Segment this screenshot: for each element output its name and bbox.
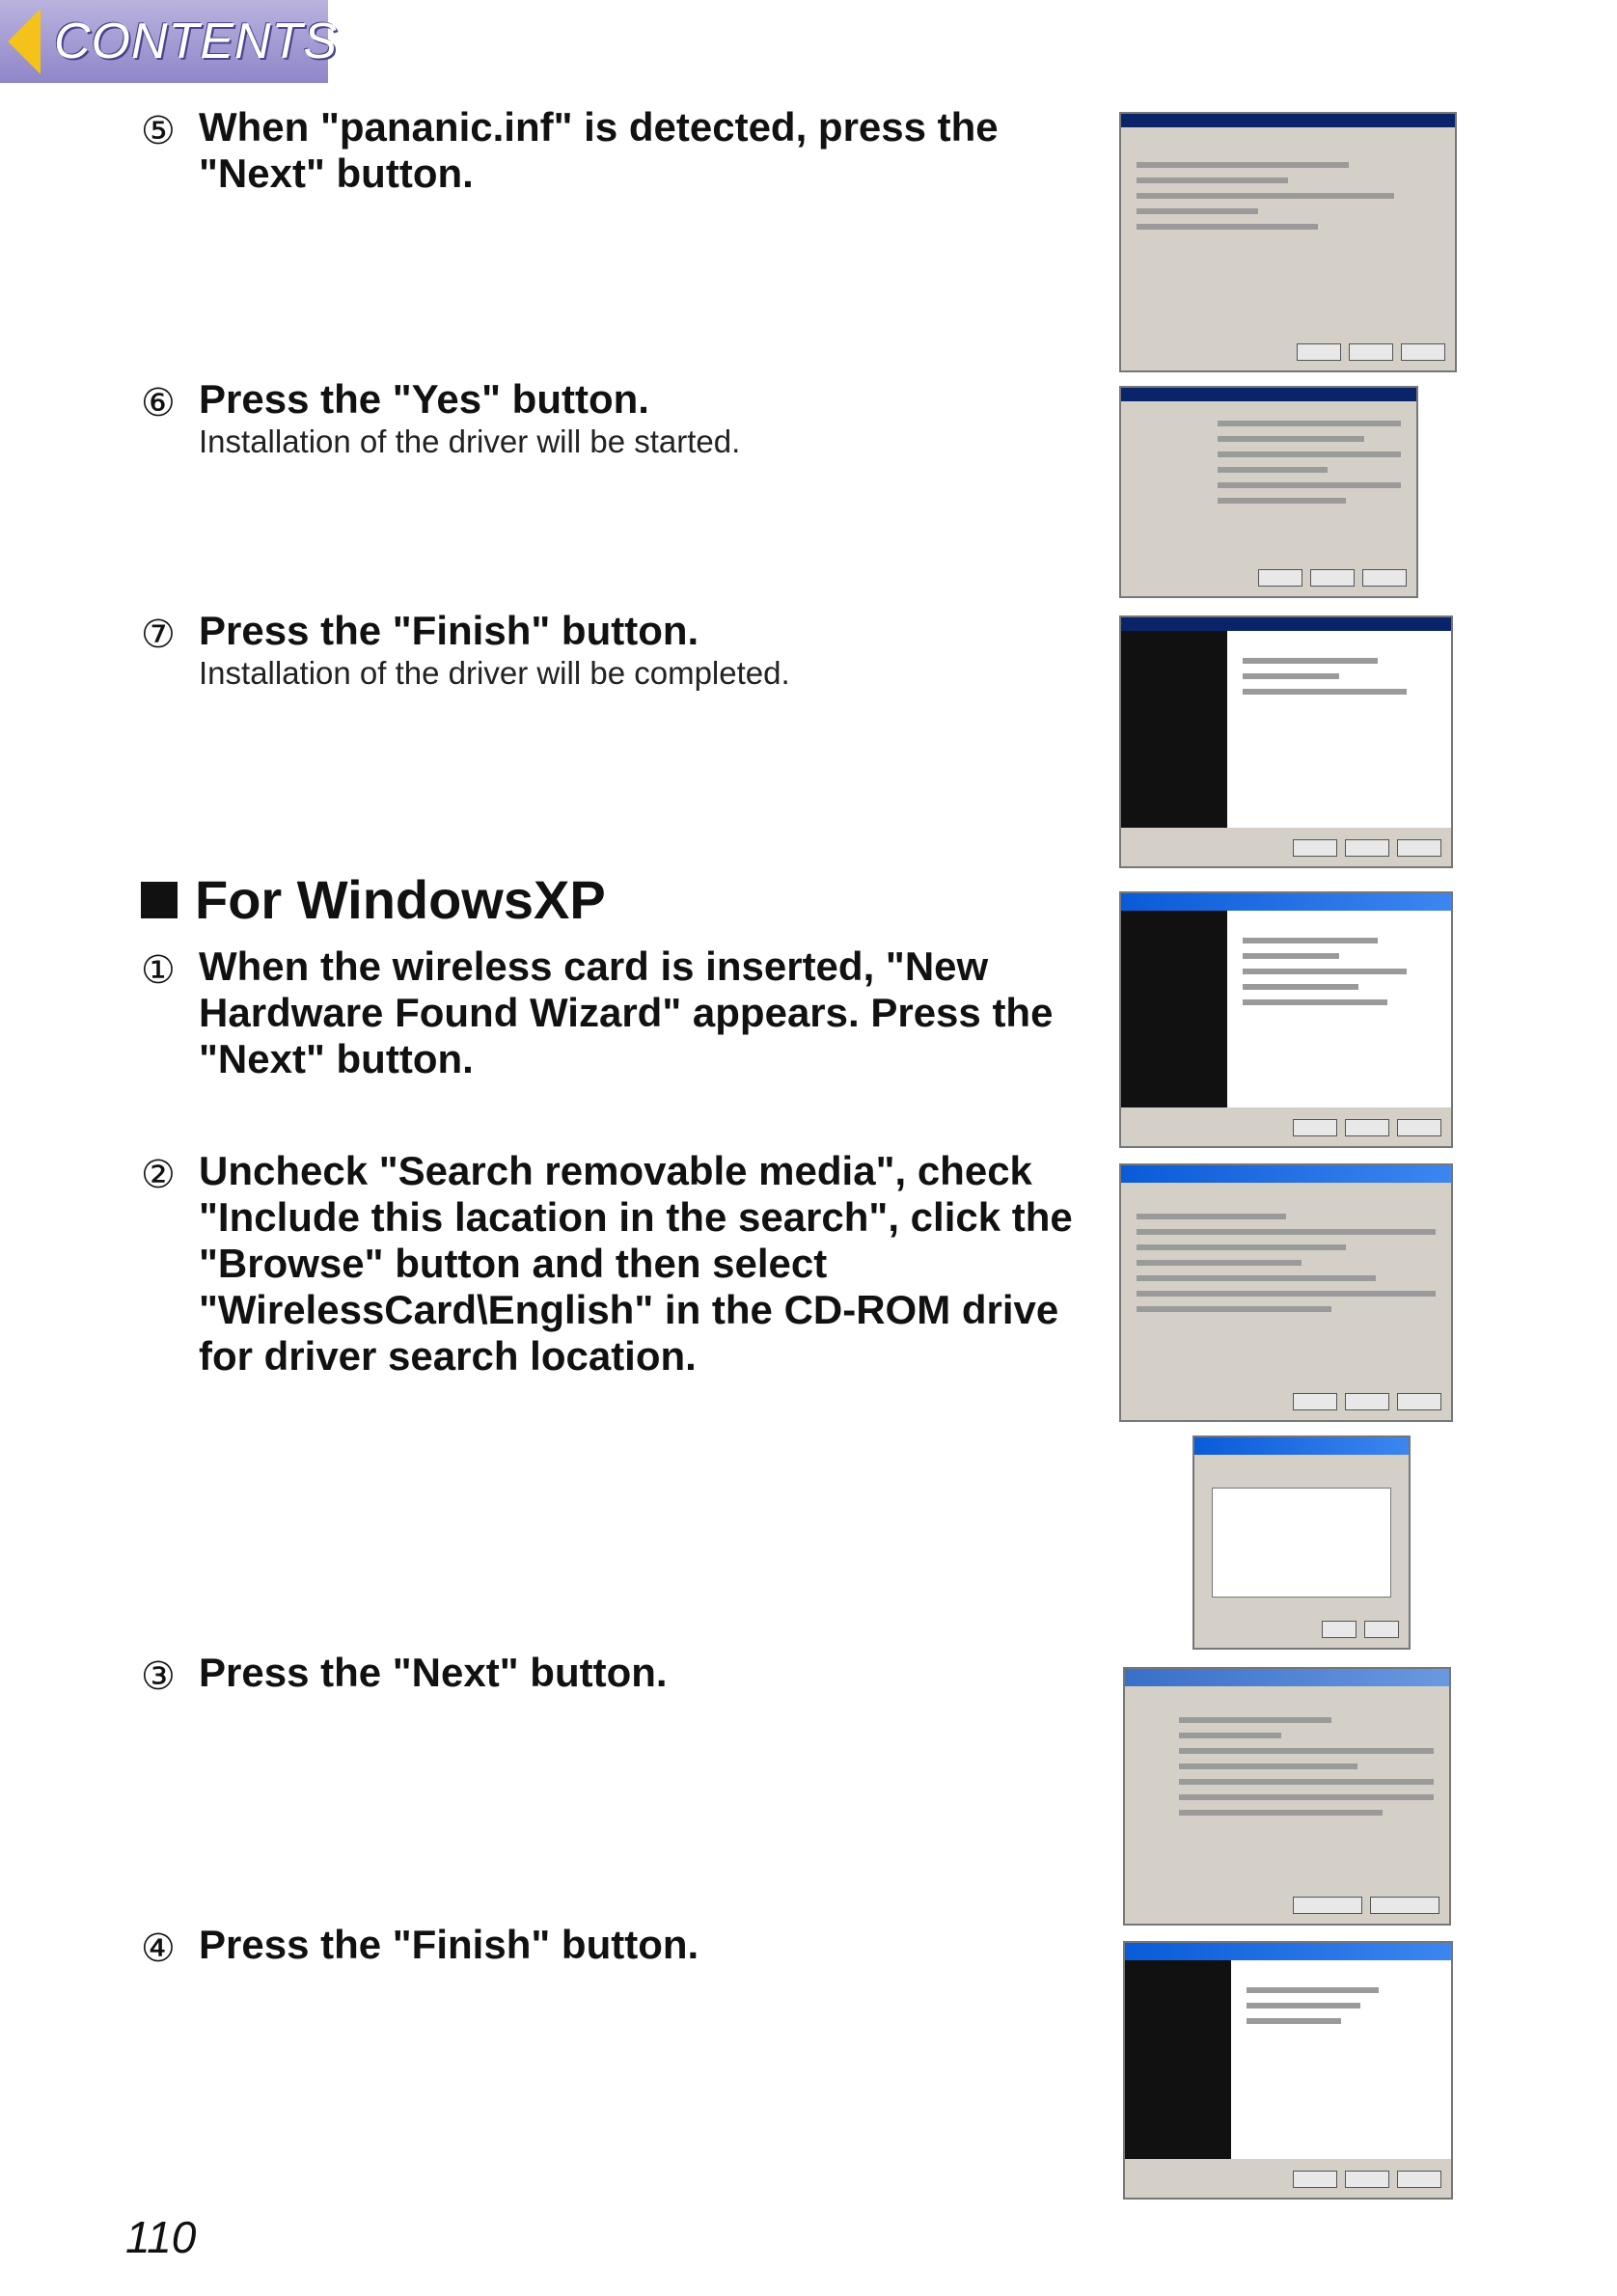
xp-step-4 (141, 1922, 1086, 1968)
screenshot-xp-search-options (1119, 1163, 1453, 1422)
screenshot-xp-welcome-wizard (1119, 891, 1453, 1148)
contents-button[interactable] (0, 0, 338, 83)
step-number: ⑥ (141, 382, 176, 424)
page-number: 110 (125, 2212, 197, 2262)
step-title: When the wireless card is inserted, "New Hardware Found Wizard" appears. Press the "Next" button. (199, 943, 1054, 1081)
step-number: ⑦ (141, 614, 176, 656)
step-number: ② (141, 1154, 176, 1196)
step-description: Installation of the driver will be started. (199, 424, 741, 459)
step-title: Press the "Next" button. (199, 1650, 668, 1695)
xp-step-1 (141, 943, 1086, 1082)
step-number: ④ (141, 1927, 176, 1970)
screenshot-browse-for-folder (1192, 1435, 1411, 1650)
screenshot-driver-search-results (1119, 112, 1457, 372)
step-description: Installation of the driver will be completed. (199, 655, 790, 691)
screenshot-finish-wizard (1119, 615, 1453, 868)
xp-step-2 (141, 1148, 1086, 1380)
step-title: Press the "Finish" button. (199, 608, 699, 653)
screenshot-xp-finish-wizard (1123, 1941, 1453, 2200)
step-title: Uncheck "Search removable media", check "Include this lacation in the search", click the "Browse" button and then select "WirelessCard\English" in the CD-ROM drive for driver search location. (199, 1148, 1073, 1379)
step-number: ① (141, 949, 176, 992)
xp-step-3 (141, 1650, 1086, 1696)
step-5 (141, 104, 1086, 197)
section-heading (141, 868, 606, 931)
contents-label: CONTENTS (54, 14, 338, 69)
square-bullet-icon (141, 882, 178, 918)
step-title: When "pananic.inf" is detected, press the "Next" button. (199, 104, 999, 196)
section-title: For WindowsXP (195, 869, 606, 930)
screenshot-digital-signature (1119, 386, 1418, 598)
screenshot-hardware-installation (1123, 1667, 1451, 1926)
step-7 (141, 608, 1086, 693)
back-arrow-icon (8, 9, 41, 74)
step-number: ③ (141, 1655, 176, 1698)
step-number: ⑤ (141, 110, 176, 152)
step-title: Press the "Yes" button. (199, 376, 649, 422)
step-title: Press the "Finish" button. (199, 1922, 699, 1967)
step-6 (141, 376, 1086, 461)
